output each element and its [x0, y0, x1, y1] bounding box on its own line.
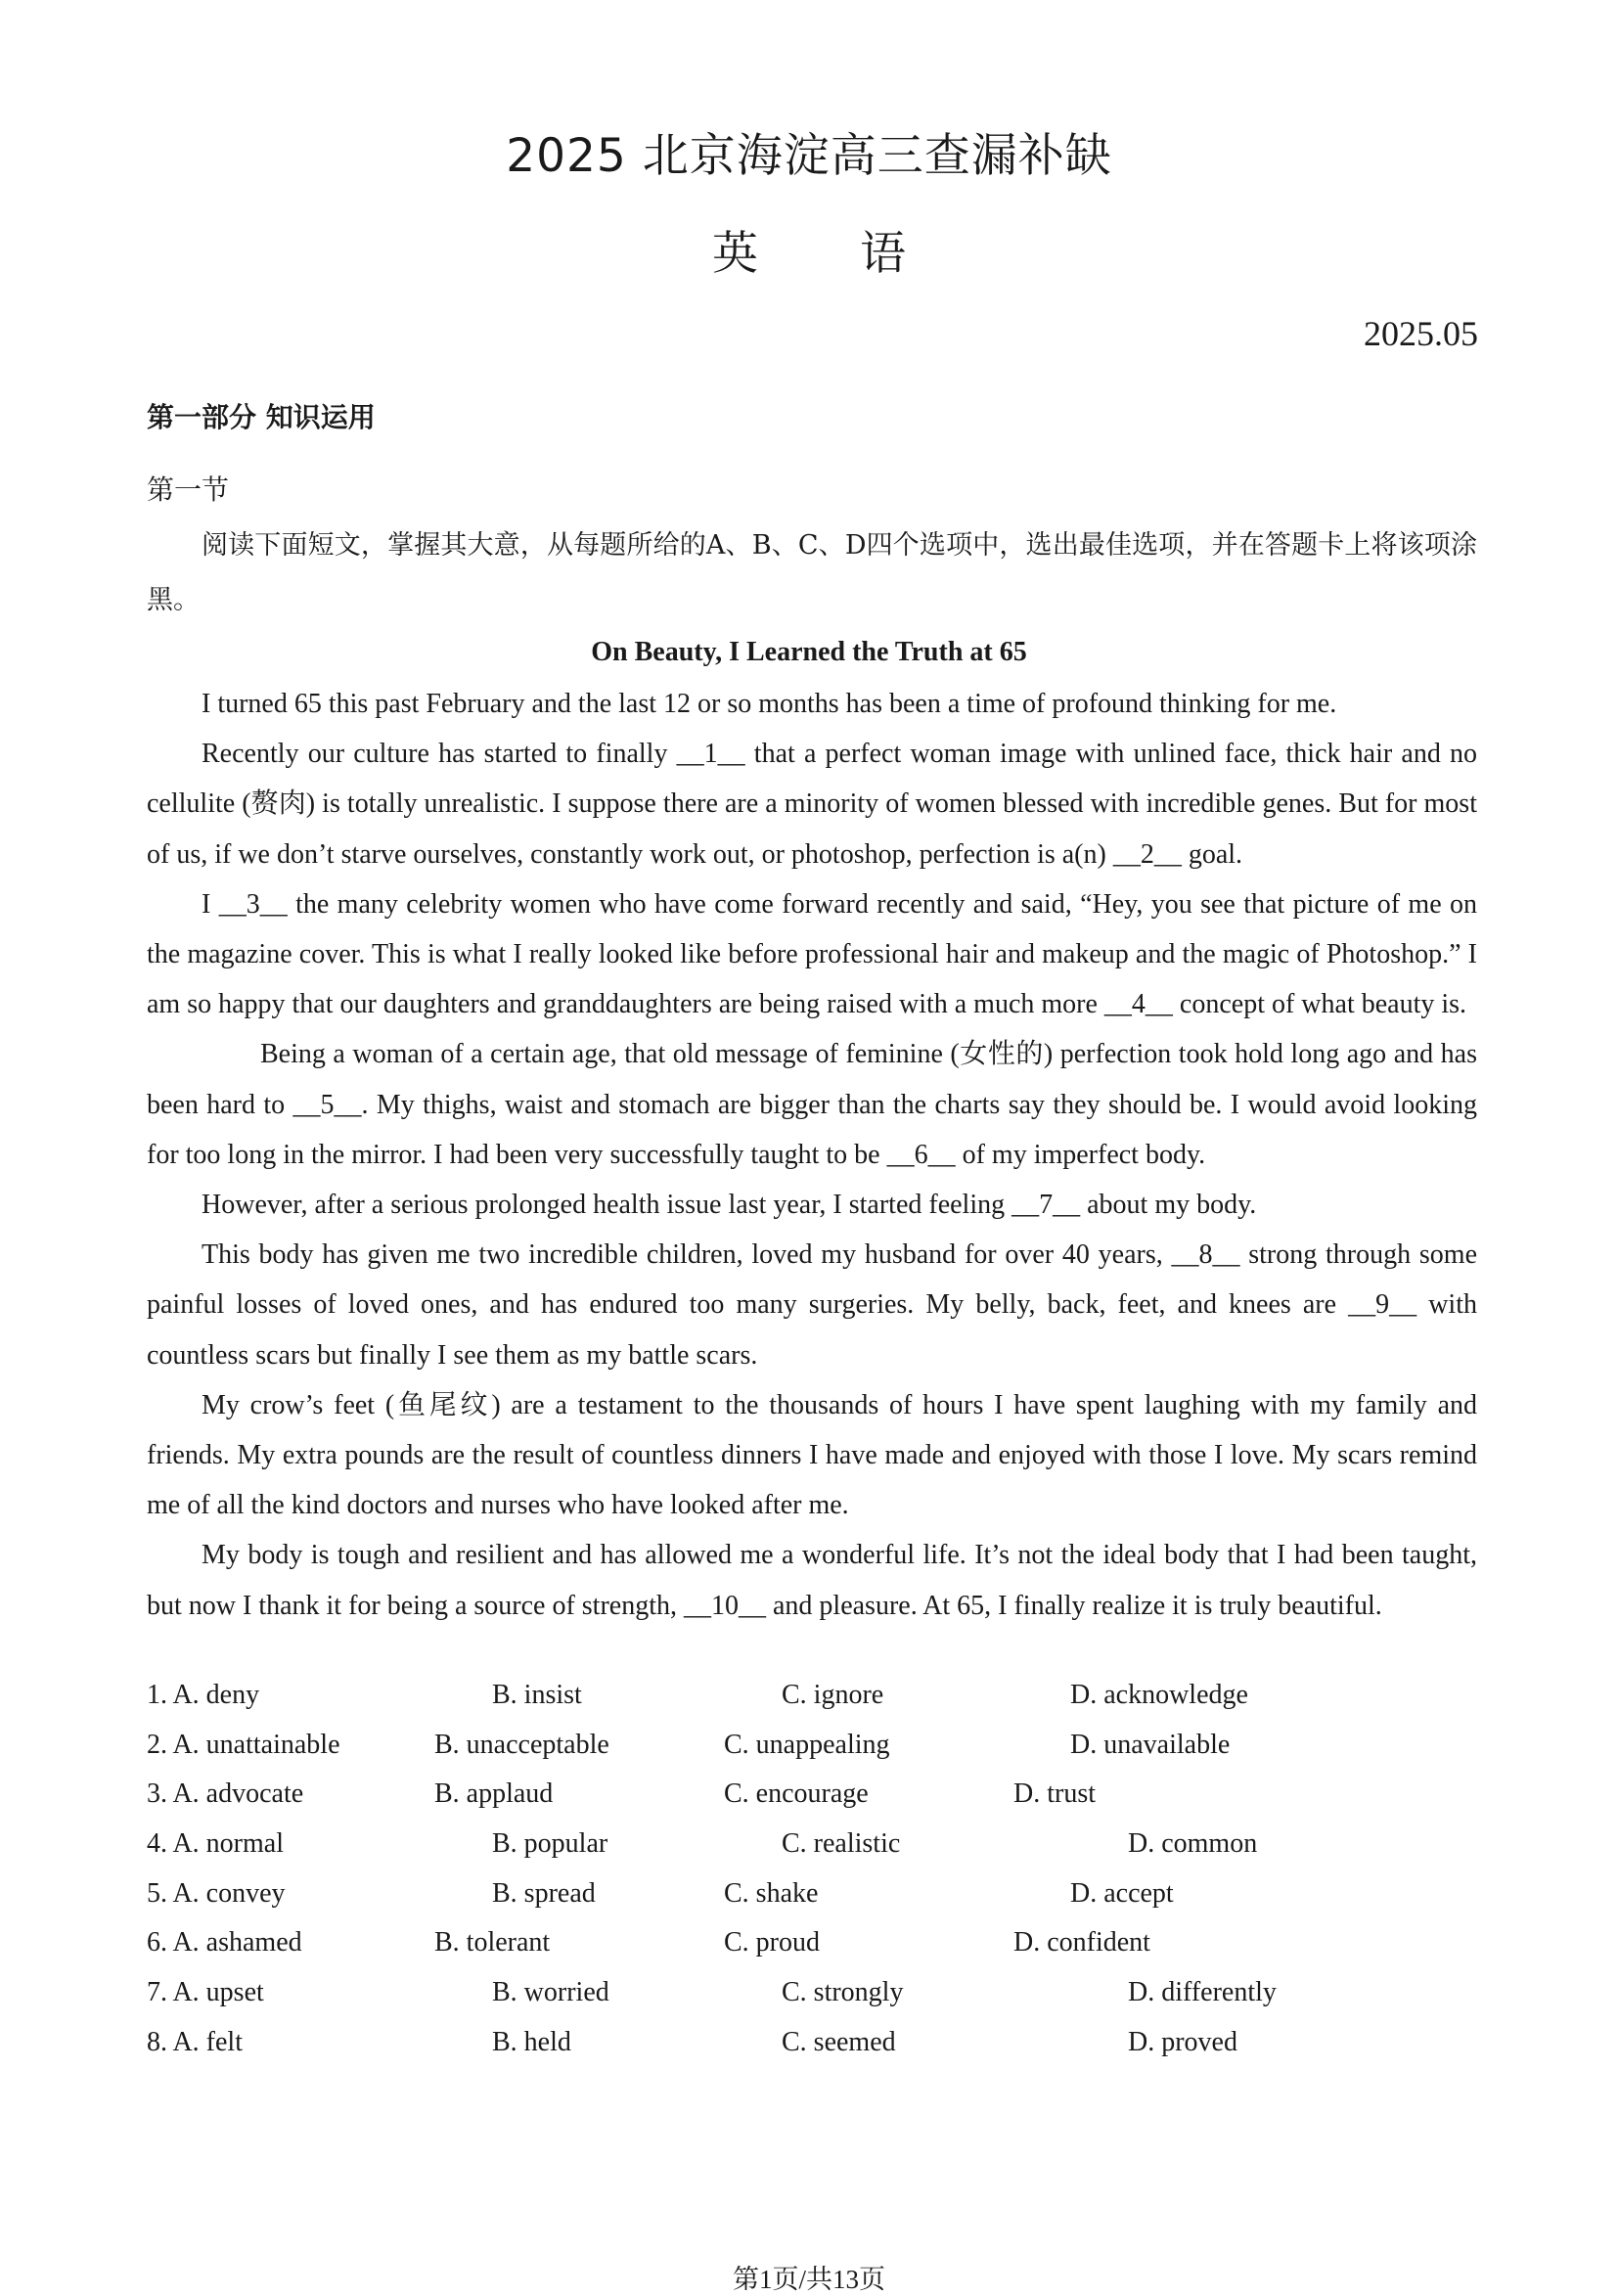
option-d: D. confident — [1013, 1927, 1150, 1958]
passage-paragraph: I __3__ the many celebrity women who have come forward recently and said, “Hey, you see that picture of me on the magazine cover. This is what I really looked like before professional hair and makeup and the magic of Photoshop.” I am so happy that our daughters and granddaughters are being raised with a much more __4__ concept of what beauty is. — [147, 888, 1477, 1020]
option-d: D. common — [1128, 1828, 1258, 1860]
section-title: 第一节 — [147, 473, 230, 506]
option-row — [147, 1878, 1477, 1928]
option-c: C. ignore — [782, 1680, 884, 1710]
option-row — [147, 1730, 1477, 1779]
option-c: C. encourage — [724, 1778, 869, 1810]
option-a: 4. A. normal — [147, 1828, 284, 1860]
option-d: D. acknowledge — [1070, 1680, 1248, 1710]
passage-title: On Beauty, I Learned the Truth at 65 — [591, 637, 1027, 667]
option-c: C. unappealing — [724, 1729, 890, 1760]
option-a: 5. A. convey — [147, 1877, 286, 1909]
option-d: D. trust — [1013, 1778, 1096, 1810]
subject-char: 英 — [712, 227, 758, 281]
option-b: B. tolerant — [434, 1927, 551, 1958]
option-a: 8. A. felt — [147, 2026, 243, 2057]
option-d: D. differently — [1128, 1977, 1277, 2008]
option-row — [147, 1828, 1477, 1878]
option-b: B. spread — [492, 1877, 596, 1909]
passage-paragraph: Being a woman of a certain age, that old message of feminine (女性的) perfection took hold long ago and has been hard to __5__. My thighs, waist and stomach are bigger than the charts say they should be. I would avoid looking for too long in the mirror. I had been very successfully taught to be __6__ of my imperfect body. — [147, 1039, 1477, 1170]
option-b: B. held — [492, 2026, 571, 2057]
option-c: C. strongly — [782, 1977, 904, 2008]
option-b: B. insist — [492, 1680, 582, 1710]
option-b: B. applaud — [434, 1778, 554, 1810]
option-a: 3. A. advocate — [147, 1778, 304, 1810]
passage — [147, 679, 1477, 1631]
passage-paragraph: However, after a serious prolonged health issue last year, I started feeling __7__ about my body. — [202, 1190, 1257, 1221]
exam-title: 2025 北京海淀高三查漏补缺 — [506, 129, 1112, 183]
option-a: 2. A. unattainable — [147, 1729, 340, 1760]
passage-paragraph: My body is tough and resilient and has allowed me a wonderful life. It’s not the ideal body that I had been taught, but now I thank it for being a source of strength, __10__ and pleasure. At 65, I finally realize it is truly beautiful. — [147, 1540, 1477, 1621]
option-b: B. unacceptable — [434, 1729, 609, 1760]
option-row — [147, 1977, 1477, 2027]
option-c: C. shake — [724, 1877, 819, 1909]
passage-paragraph: My crow’s feet (鱼尾纹) are a testament to the thousands of hours I have spent laughing with my family and friends. My extra pounds are the result of countless dinners I have made and enjoyed with those I love. My scars remind me of all the kind doctors and nurses who have looked after me. — [147, 1389, 1477, 1521]
option-row — [147, 1680, 1477, 1730]
answer-options — [147, 1680, 1477, 2077]
passage-paragraph: I turned 65 this past February and the last 12 or so months has been a time of profound thinking for me. — [202, 689, 1337, 719]
option-c: C. proud — [724, 1927, 820, 1958]
passage-paragraph: This body has given me two incredible children, loved my husband for over 40 years, __8__ strong through some painful losses of loved ones, and has endured too many surgeries. My belly, back, feet, and knees are __9__ with countless scars but finally I see them as my battle scars. — [147, 1239, 1477, 1371]
exam-date: 2025.05 — [1364, 314, 1478, 353]
option-a: 7. A. upset — [147, 1977, 264, 2008]
option-a: 1. A. deny — [147, 1680, 260, 1710]
option-d: D. unavailable — [1070, 1729, 1231, 1760]
option-d: D. proved — [1128, 2026, 1237, 2057]
option-b: B. popular — [492, 1828, 608, 1860]
instructions: 阅读下面短文，掌握其大意，从每题所给的A、B、C、D四个选项中，选出最佳选项，并在答题卡上将该项涂黑。 — [147, 530, 1477, 615]
page-footer: 第1页/共13页 — [732, 2265, 885, 2294]
option-c: C. realistic — [782, 1828, 901, 1860]
passage-paragraph: Recently our culture has started to finally __1__ that a perfect woman image with unlined face, thick hair and no cellulite (赘肉) is totally unrealistic. I suppose there are a minority of women blessed with incredible genes. But for most of us, if we don’t starve ourselves, constantly work out, or photoshop, perfection is a(n) __2__ goal. — [147, 739, 1477, 870]
option-row — [147, 1927, 1477, 1977]
part-title: 第一部分 知识运用 — [147, 401, 376, 433]
option-row — [147, 2027, 1477, 2077]
option-c: C. seemed — [782, 2026, 896, 2057]
option-a: 6. A. ashamed — [147, 1927, 302, 1958]
subject-title — [0, 217, 1618, 283]
option-b: B. worried — [492, 1977, 609, 2008]
option-row — [147, 1778, 1477, 1828]
option-d: D. accept — [1070, 1877, 1174, 1909]
subject-char: 语 — [860, 227, 906, 281]
